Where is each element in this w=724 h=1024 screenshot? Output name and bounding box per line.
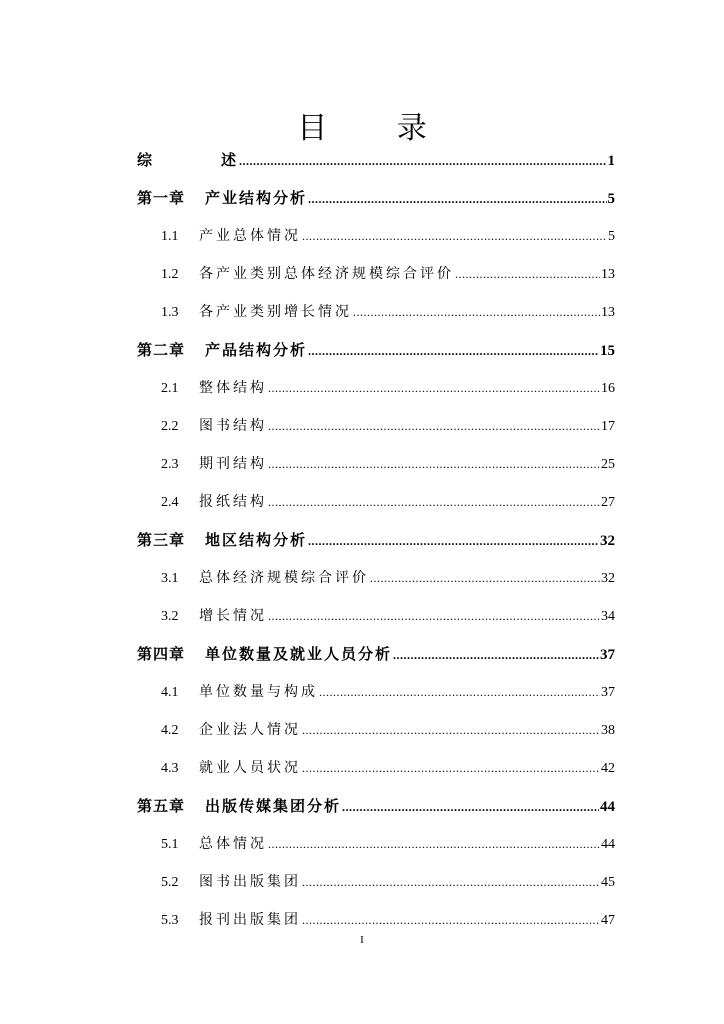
toc-entry-number: 5.3 <box>161 913 179 928</box>
toc-entry-page: 45 <box>601 875 615 890</box>
toc-entry-label: 地区结构分析 <box>205 531 308 549</box>
toc-entry-label: 产品结构分析 <box>205 341 308 359</box>
toc-entry-section-1-3 <box>137 296 615 334</box>
toc-entry-number: 第四章 <box>137 645 186 663</box>
toc-entry-page: 27 <box>601 495 615 510</box>
dot-leader <box>353 296 600 328</box>
toc-entry-page: 15 <box>600 343 615 359</box>
toc-entry-section-4-3 <box>137 752 615 790</box>
toc-entry-section-1-1 <box>137 220 615 258</box>
toc-entry-page: 13 <box>601 305 615 320</box>
dot-leader <box>268 448 600 480</box>
toc-entry-number: 1.3 <box>161 305 179 320</box>
toc-entry-page: 37 <box>601 685 615 700</box>
toc-entry-number: 第三章 <box>137 531 186 549</box>
dot-leader <box>455 258 600 290</box>
toc-entry-number: 5.2 <box>161 875 179 890</box>
toc-entry-section-5-1 <box>137 828 615 866</box>
toc-entry-section-1-2 <box>137 258 615 296</box>
toc-entry-number: 第一章 <box>137 189 186 207</box>
toc-entry-label: 产业结构分析 <box>205 189 308 207</box>
toc-entry-label: 图书结构 <box>199 418 267 434</box>
toc-entry-page: 42 <box>601 761 615 776</box>
toc-entry-label: 报刊出版集团 <box>199 912 301 928</box>
toc-entry-label: 就业人员状况 <box>199 760 301 776</box>
toc-entry-section-2-4 <box>137 486 615 524</box>
toc-entry-number: 1.2 <box>161 267 179 282</box>
dot-leader <box>393 639 599 671</box>
toc-entry-label: 企业法人情况 <box>199 722 301 738</box>
toc-entry-chapter-4 <box>137 638 615 676</box>
toc-entry-label: 整体结构 <box>199 380 267 396</box>
dot-leader <box>268 486 600 518</box>
toc-entry-number: 3.2 <box>161 609 179 624</box>
toc-entry-page: 1 <box>607 153 615 169</box>
dot-leader <box>268 410 600 442</box>
toc-entry-section-5-2 <box>137 866 615 904</box>
dot-leader <box>370 562 600 594</box>
toc-entry-label: 期刊结构 <box>199 456 267 472</box>
toc-entry-label: 单位数量及就业人员分析 <box>205 645 393 663</box>
dot-leader <box>268 600 600 632</box>
toc-entry-page: 17 <box>601 419 615 434</box>
toc-entry-number: 3.1 <box>161 571 179 586</box>
toc-entry-number: 4.3 <box>161 761 179 776</box>
toc-entry-number: 4.2 <box>161 723 179 738</box>
toc-entry-number: 2.4 <box>161 495 179 510</box>
toc-entry-number: 2.3 <box>161 457 179 472</box>
toc-entry-summary <box>137 144 615 182</box>
dot-leader <box>302 752 600 784</box>
toc-entry-page: 5 <box>608 229 615 244</box>
toc-entry-number: 1.1 <box>161 229 179 244</box>
dot-leader <box>308 335 599 367</box>
toc-entry-page: 37 <box>600 647 615 663</box>
dot-leader <box>302 220 607 252</box>
dot-leader <box>302 714 600 746</box>
toc-entry-number: 5.1 <box>161 837 179 852</box>
toc-entry-number: 综 <box>137 151 154 169</box>
toc-entry-label: 报纸结构 <box>199 494 267 510</box>
toc-entry-label: 出版传媒集团分析 <box>205 797 342 815</box>
toc-entry-page: 44 <box>601 837 615 852</box>
toc-entry-page: 5 <box>607 191 615 207</box>
toc-entry-section-2-3 <box>137 448 615 486</box>
toc-list <box>137 144 615 942</box>
toc-entry-number: 4.1 <box>161 685 179 700</box>
dot-leader <box>268 372 600 404</box>
toc-entry-section-3-1 <box>137 562 615 600</box>
page-number-footer: I <box>360 934 364 946</box>
toc-entry-label: 各产业类别增长情况 <box>199 304 352 320</box>
toc-entry-label: 单位数量与构成 <box>199 684 318 700</box>
toc-entry-number: 第五章 <box>137 797 186 815</box>
toc-entry-section-3-2 <box>137 600 615 638</box>
dot-leader <box>302 866 600 898</box>
toc-entry-page: 44 <box>600 799 615 815</box>
toc-entry-page: 32 <box>600 533 615 549</box>
dot-leader <box>342 791 599 823</box>
toc-entry-page: 25 <box>601 457 615 472</box>
toc-entry-page: 16 <box>601 381 615 396</box>
dot-leader <box>308 183 606 215</box>
toc-entry-page: 13 <box>601 267 615 282</box>
dot-leader <box>319 676 600 708</box>
toc-entry-label: 各产业类别总体经济规模综合评价 <box>199 266 454 282</box>
toc-title: 目 录 <box>297 111 457 146</box>
toc-entry-chapter-5 <box>137 790 615 828</box>
toc-entry-section-2-1 <box>137 372 615 410</box>
dot-leader <box>308 525 599 557</box>
toc-entry-number: 2.2 <box>161 419 179 434</box>
dot-leader <box>268 828 600 860</box>
toc-entry-section-4-1 <box>137 676 615 714</box>
toc-entry-page: 38 <box>601 723 615 738</box>
toc-entry-section-4-2 <box>137 714 615 752</box>
toc-entry-page: 47 <box>601 913 615 928</box>
dot-leader <box>239 145 606 177</box>
toc-entry-page: 32 <box>601 571 615 586</box>
toc-entry-label: 总体经济规模综合评价 <box>199 570 369 586</box>
toc-entry-chapter-2 <box>137 334 615 372</box>
toc-entry-page: 34 <box>601 609 615 624</box>
toc-entry-chapter-1 <box>137 182 615 220</box>
toc-entry-section-2-2 <box>137 410 615 448</box>
toc-entry-label: 述 <box>221 151 239 169</box>
toc-entry-number: 2.1 <box>161 381 179 396</box>
toc-entry-number: 第二章 <box>137 341 186 359</box>
toc-entry-chapter-3 <box>137 524 615 562</box>
toc-entry-label: 产业总体情况 <box>199 228 301 244</box>
toc-entry-label: 图书出版集团 <box>199 874 301 890</box>
toc-entry-label: 总体情况 <box>199 836 267 852</box>
toc-entry-label: 增长情况 <box>199 608 267 624</box>
dot-leader <box>302 904 600 936</box>
